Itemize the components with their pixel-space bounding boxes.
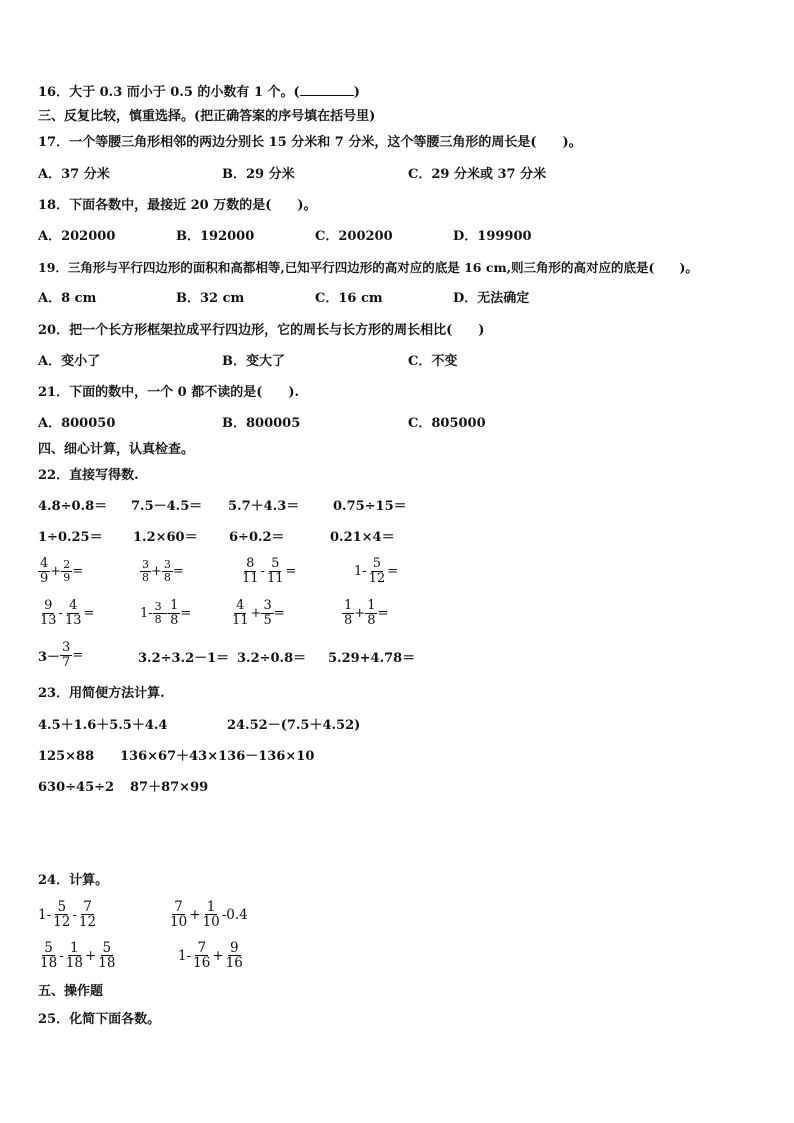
- section-4-heading: 四、细心计算，认真检查。: [38, 442, 195, 457]
- fraction: $\frac{4}{11}$: [232, 598, 249, 628]
- question-19-stem: 19．三角形与平行四边形的面积和高都相等,已知平行四边形的高对应的底是 16 cm,则三角形的高对应的底是( )。: [38, 260, 698, 275]
- fraction: $\frac{1}{18}$: [65, 940, 83, 971]
- q17-option-b: B．29 分米: [222, 167, 295, 182]
- fraction: $\frac{3}{8}$: [154, 600, 162, 626]
- fraction: $\frac{8}{11}$: [242, 556, 259, 586]
- fraction: $\frac{1}{8}$: [367, 598, 376, 628]
- section-5-heading: 五、操作题: [38, 984, 104, 999]
- q22-expr: 5.7＋4.3＝: [228, 499, 300, 514]
- question-18-stem: 18．下面各数中，最接近 20 万数的是( )。: [38, 198, 317, 213]
- question-16: 16．大于 0.3 而小于 0.5 的小数有 1 个。( ): [38, 85, 360, 100]
- fraction: $\frac{1}{8}$: [170, 598, 179, 628]
- fraction: $\frac{4}{13}$: [64, 598, 82, 628]
- q23-expr: 125×88: [38, 749, 95, 764]
- q23-expr: 630÷45÷2: [38, 780, 115, 795]
- q22-fraction-expr: $\frac{9}{13}$ - $\frac{4}{13}$ =: [40, 598, 95, 628]
- fraction: $\frac{7}{16}$: [193, 940, 211, 971]
- question-17-stem: 17．一个等腰三角形相邻的两边分别长 15 分米和 7 分米，这个等腰三角形的周长是( )。: [38, 135, 582, 150]
- q22-expr: 0.21×4＝: [330, 530, 395, 545]
- q22-expr: 7.5－4.5＝: [131, 499, 203, 514]
- q22-expr: 0.75÷15＝: [333, 499, 407, 514]
- fraction: $\frac{3}{8}$: [163, 558, 171, 584]
- q18-option-b: B．192000: [176, 229, 255, 244]
- fraction: $\frac{5}{11}$: [266, 556, 284, 586]
- fraction: $\frac{1}{8}$: [344, 598, 353, 628]
- q22-expr: 1.2×60＝: [133, 530, 198, 545]
- q22-fraction-expr: 1- $\frac{5}{12}$ =: [354, 556, 399, 586]
- question-20-stem: 20．把一个长方形框架拉成平行四边形，它的周长与长方形的周长相比( ): [38, 323, 485, 338]
- fraction: $\frac{4}{9}$: [40, 556, 49, 586]
- q24-expr-3: $\frac{5}{18}$ - $\frac{1}{18}$ + $\frac{5}{18}$: [40, 940, 116, 971]
- q22-fraction-expr: $\frac{4}{9}$ + $\frac{2}{9}$ =: [40, 556, 84, 586]
- q19-option-d: D．无法确定: [453, 291, 530, 306]
- question-25: 25．化简下面各数。: [38, 1012, 161, 1027]
- q18-option-a: A．202000: [38, 229, 116, 244]
- fraction: $\frac{3}{5}$: [263, 598, 272, 628]
- q23-expr: 4.5＋1.6＋5.5＋4.4: [38, 718, 168, 733]
- question-22-title: 22．直接写得数.: [38, 468, 139, 483]
- fraction: $\frac{1}{10}$: [202, 899, 220, 930]
- fraction: $\frac{5}{12}$: [368, 556, 386, 586]
- q22-expr: 5.29+4.78＝: [328, 651, 416, 666]
- q22-fraction-expr: 1- $\frac{3}{8}$ - $\frac{1}{8}$ =: [140, 598, 192, 628]
- fraction: $\frac{9}{13}$: [40, 598, 57, 628]
- fraction: $\frac{7}{12}$: [78, 899, 97, 930]
- q19-option-a: A．8 cm: [38, 291, 97, 306]
- q22-expr: 4.8÷0.8＝: [38, 499, 108, 514]
- q22-fraction-expr: $\frac{3}{8}$ + $\frac{3}{8}$ =: [142, 558, 184, 584]
- fraction: $\frac{5}{12}$: [53, 899, 71, 930]
- q17-option-c: C．29 分米或 37 分米: [408, 167, 547, 182]
- q20-option-b: B．变大了: [222, 354, 285, 369]
- q17-option-a: A．37 分米: [38, 167, 110, 182]
- q22-expr: 6÷0.2＝: [229, 530, 285, 545]
- q23-expr: 87＋87×99: [130, 780, 209, 795]
- fraction: $\frac{5}{18}$: [40, 940, 58, 971]
- q16-answer-blank[interactable]: [300, 83, 354, 96]
- q22-expr: 3.2÷0.8＝: [237, 651, 307, 666]
- q24-expr-2: $\frac{7}{10}$ + $\frac{1}{10}$ -0.4: [170, 899, 248, 930]
- fraction: $\frac{3}{7}$: [62, 640, 71, 670]
- fraction: $\frac{9}{16}$: [225, 940, 243, 971]
- fraction: $\frac{5}{18}$: [98, 940, 116, 971]
- q22-fraction-expr: $\frac{4}{11}$ + $\frac{3}{5}$ =: [232, 598, 285, 628]
- q23-expr: 24.52－(7.5＋4.52): [227, 718, 361, 733]
- section-3-heading: 三、反复比较，慎重选择。(把正确答案的序号填在括号里): [38, 109, 376, 124]
- fraction: $\frac{3}{8}$: [142, 558, 149, 584]
- question-21-stem: 21．下面的数中，一个 0 都不读的是( ).: [38, 385, 300, 400]
- fraction: $\frac{7}{10}$: [170, 899, 188, 930]
- q18-option-c: C．200200: [315, 229, 393, 244]
- q19-option-b: B．32 cm: [176, 291, 245, 306]
- q21-option-b: B．800005: [222, 416, 301, 431]
- question-24-title: 24．计算。: [38, 873, 109, 888]
- q22-fraction-expr: $\frac{1}{8}$ + $\frac{1}{8}$ =: [344, 598, 389, 628]
- q22-expr: 3.2÷3.2－1＝: [138, 651, 230, 666]
- fraction: $\frac{2}{9}$: [63, 558, 71, 584]
- q24-expr-4: 1- $\frac{7}{16}$ + $\frac{9}{16}$: [178, 940, 243, 971]
- q18-option-d: D．199900: [453, 229, 532, 244]
- q22-fraction-expr: $\frac{8}{11}$ - $\frac{5}{11}$ =: [242, 556, 297, 586]
- q20-option-c: C．不变: [408, 354, 458, 369]
- q16-text: 16．大于 0.3 而小于 0.5 的小数有 1 个。(: [38, 85, 300, 100]
- q21-option-c: C．805000: [408, 416, 486, 431]
- q24-expr-1: 1- $\frac{5}{12}$ - $\frac{7}{12}$: [38, 899, 97, 930]
- question-23-title: 23．用简便方法计算.: [38, 686, 165, 701]
- q23-expr: 136×67＋43×136－136×10: [120, 749, 315, 764]
- q22-expr: 1÷0.25＝: [38, 530, 103, 545]
- q22-fraction-expr: 3－ $\frac{3}{7}$ =: [38, 640, 84, 670]
- q21-option-a: A．800050: [38, 416, 116, 431]
- q19-option-c: C．16 cm: [315, 291, 383, 306]
- q20-option-a: A．变小了: [38, 354, 101, 369]
